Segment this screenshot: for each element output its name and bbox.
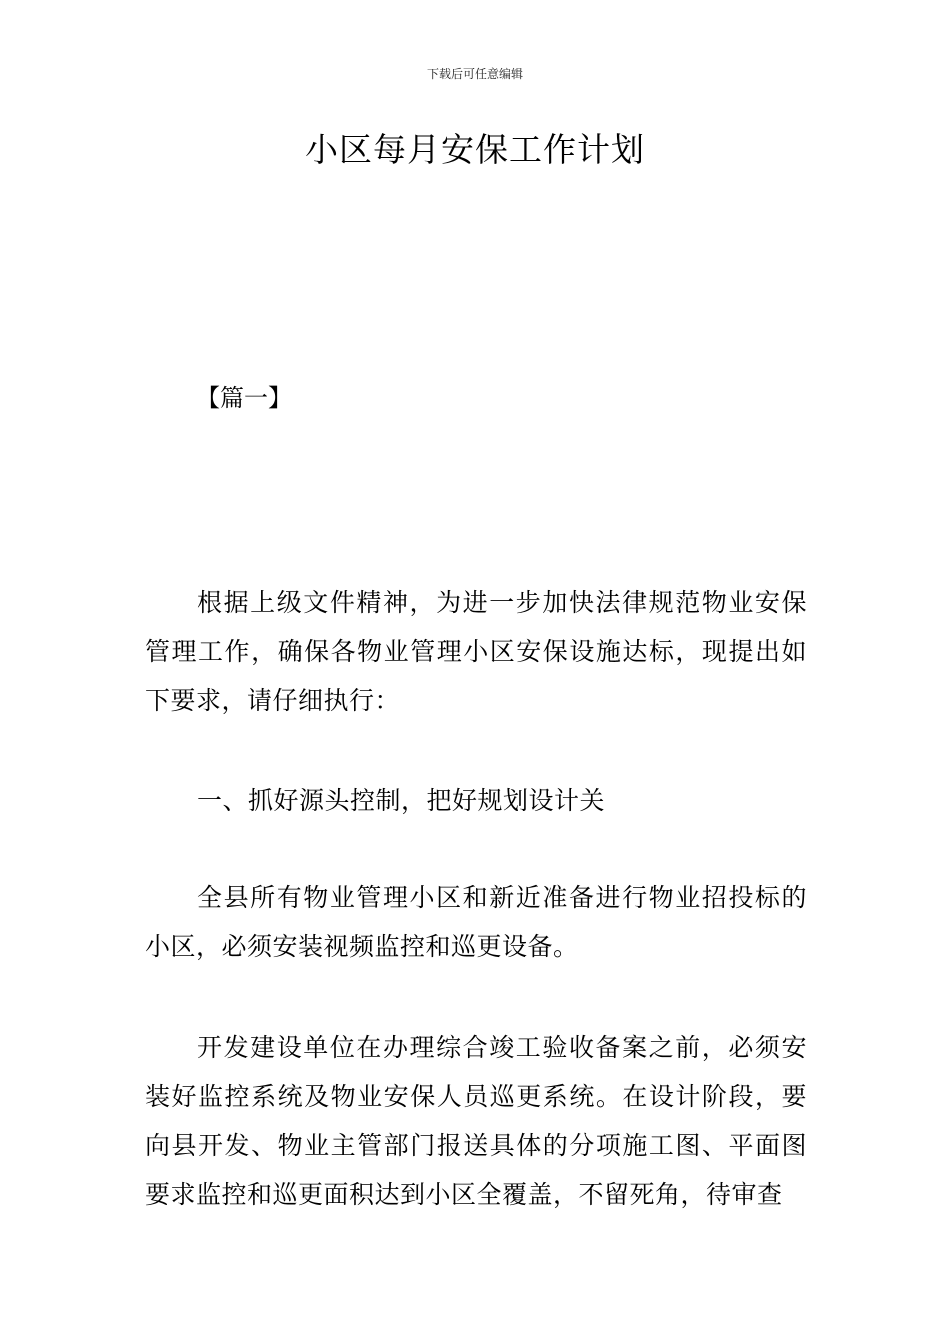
paragraph-intro: 根据上级文件精神，为进一步加快法律规范物业安保管理工作，确保各物业管理小区安保设施达标，现提出如下要求，请仔细执行： [145,588,807,715]
paragraph-developer: 开发建设单位在办理综合竣工验收备案之前，必须安装好监控系统及物业安保人员巡更系统。在设计阶段，要向县开发、物业主管部门报送具体的分项施工图、平面图要求监控和巡更面积达到小区全覆盖，不留死角，待审查 [145,1033,807,1209]
section-label: 【篇一】 [196,384,292,412]
document-title: 小区每月安保工作计划 [305,130,645,169]
paragraph-requirement: 全县所有物业管理小区和新近准备进行物业招投标的小区，必须安装视频监控和巡更设备。 [145,883,807,961]
paragraph-heading-1: 一、抓好源头控制，把好规划设计关 [197,786,606,815]
header-note: 下载后可任意编辑 [426,67,523,81]
